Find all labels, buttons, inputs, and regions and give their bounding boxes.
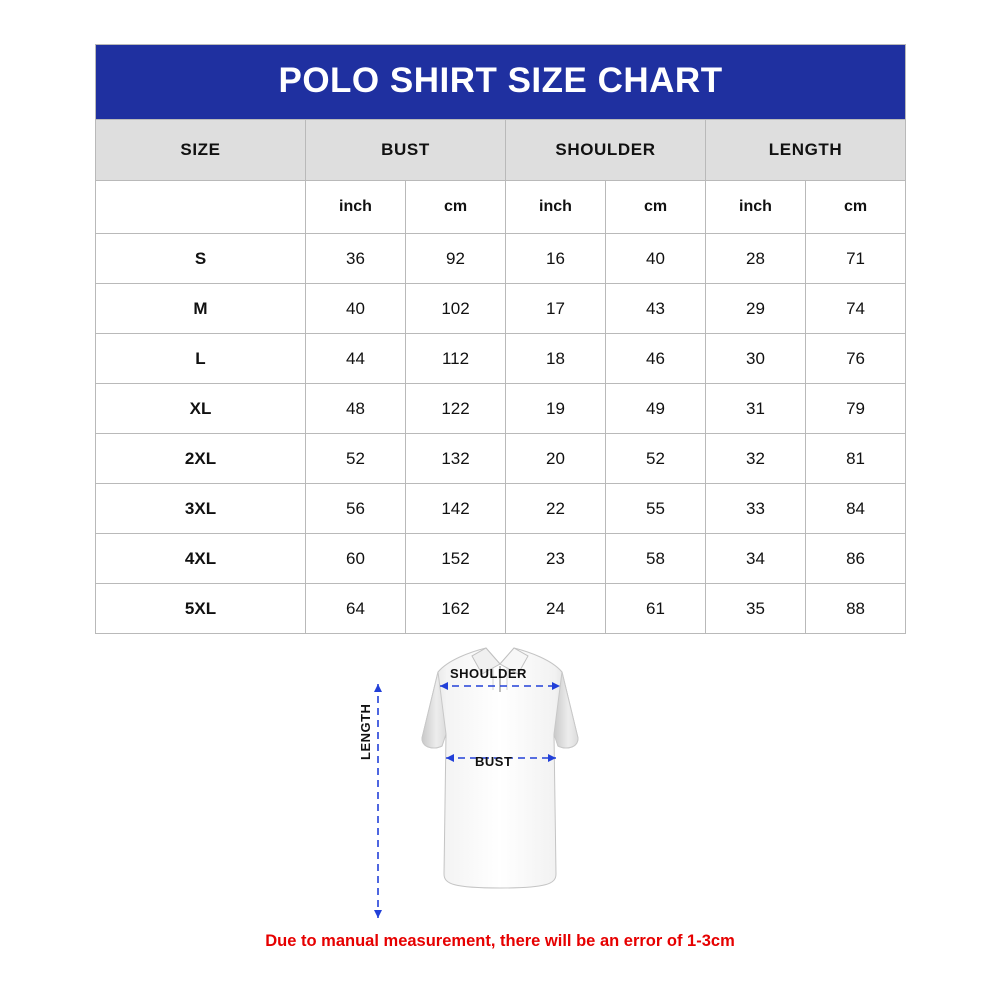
cell-bust-inch: 36 (306, 234, 406, 284)
unit-cell-bust-cm: cm (406, 181, 506, 234)
cell-size: 4XL (96, 534, 306, 584)
cell-length-inch: 29 (706, 284, 806, 334)
cell-length-cm: 84 (806, 484, 906, 534)
cell-shoulder-cm: 61 (606, 584, 706, 634)
cell-shoulder-inch: 24 (506, 584, 606, 634)
cell-bust-inch: 52 (306, 434, 406, 484)
table-row (96, 584, 906, 634)
label-length: LENGTH (358, 703, 373, 760)
cell-length-inch: 33 (706, 484, 806, 534)
cell-length-cm: 88 (806, 584, 906, 634)
cell-size: S (96, 234, 306, 284)
cell-bust-inch: 48 (306, 384, 406, 434)
table-row (96, 484, 906, 534)
unit-cell-length-inch: inch (706, 181, 806, 234)
unit-cell-blank (96, 181, 306, 234)
cell-shoulder-cm: 58 (606, 534, 706, 584)
cell-bust-cm: 112 (406, 334, 506, 384)
cell-shoulder-inch: 19 (506, 384, 606, 434)
cell-length-cm: 76 (806, 334, 906, 384)
label-bust: BUST (475, 754, 513, 769)
unit-cell-length-cm: cm (806, 181, 906, 234)
cell-length-inch: 28 (706, 234, 806, 284)
cell-bust-inch: 40 (306, 284, 406, 334)
cell-bust-cm: 142 (406, 484, 506, 534)
cell-size: 5XL (96, 584, 306, 634)
cell-bust-inch: 56 (306, 484, 406, 534)
cell-shoulder-cm: 43 (606, 284, 706, 334)
cell-length-cm: 74 (806, 284, 906, 334)
cell-bust-inch: 44 (306, 334, 406, 384)
table-row (96, 234, 906, 284)
cell-length-cm: 71 (806, 234, 906, 284)
column-header-bust: BUST (306, 120, 506, 181)
cell-bust-cm: 102 (406, 284, 506, 334)
cell-bust-cm: 92 (406, 234, 506, 284)
table-row (96, 434, 906, 484)
table-row (96, 534, 906, 584)
cell-shoulder-inch: 17 (506, 284, 606, 334)
cell-bust-cm: 122 (406, 384, 506, 434)
cell-shoulder-inch: 22 (506, 484, 606, 534)
cell-length-inch: 34 (706, 534, 806, 584)
cell-size: 2XL (96, 434, 306, 484)
chart-title-row (96, 45, 906, 120)
cell-length-inch: 31 (706, 384, 806, 434)
size-chart-table (95, 44, 906, 634)
cell-length-cm: 79 (806, 384, 906, 434)
label-shoulder: SHOULDER (450, 666, 527, 681)
cell-length-inch: 30 (706, 334, 806, 384)
cell-bust-inch: 64 (306, 584, 406, 634)
column-header-length: LENGTH (706, 120, 906, 181)
cell-shoulder-cm: 49 (606, 384, 706, 434)
unit-cell-shoulder-cm: cm (606, 181, 706, 234)
column-header-shoulder: SHOULDER (506, 120, 706, 181)
cell-bust-cm: 132 (406, 434, 506, 484)
measurement-illustration (330, 630, 670, 920)
column-header-size: SIZE (96, 120, 306, 181)
measurement-note: Due to manual measurement, there will be an error of 1-3cm (265, 932, 735, 950)
table-row (96, 284, 906, 334)
cell-length-inch: 32 (706, 434, 806, 484)
cell-shoulder-cm: 55 (606, 484, 706, 534)
cell-size: M (96, 284, 306, 334)
cell-length-inch: 35 (706, 584, 806, 634)
cell-bust-cm: 152 (406, 534, 506, 584)
cell-size: XL (96, 384, 306, 434)
table-row (96, 334, 906, 384)
cell-shoulder-inch: 23 (506, 534, 606, 584)
size-chart-table-wrap (95, 44, 905, 634)
unit-cell-bust-inch: inch (306, 181, 406, 234)
cell-shoulder-inch: 18 (506, 334, 606, 384)
cell-size: 3XL (96, 484, 306, 534)
table-row (96, 384, 906, 434)
cell-length-cm: 86 (806, 534, 906, 584)
group-header-row (96, 120, 906, 181)
cell-shoulder-inch: 16 (506, 234, 606, 284)
unit-cell-shoulder-inch: inch (506, 181, 606, 234)
cell-size: L (96, 334, 306, 384)
cell-shoulder-cm: 52 (606, 434, 706, 484)
cell-shoulder-inch: 20 (506, 434, 606, 484)
page-title: POLO SHIRT SIZE CHART (96, 45, 906, 120)
cell-length-cm: 81 (806, 434, 906, 484)
cell-bust-cm: 162 (406, 584, 506, 634)
cell-shoulder-cm: 46 (606, 334, 706, 384)
unit-header-row (96, 181, 906, 234)
cell-shoulder-cm: 40 (606, 234, 706, 284)
cell-bust-inch: 60 (306, 534, 406, 584)
